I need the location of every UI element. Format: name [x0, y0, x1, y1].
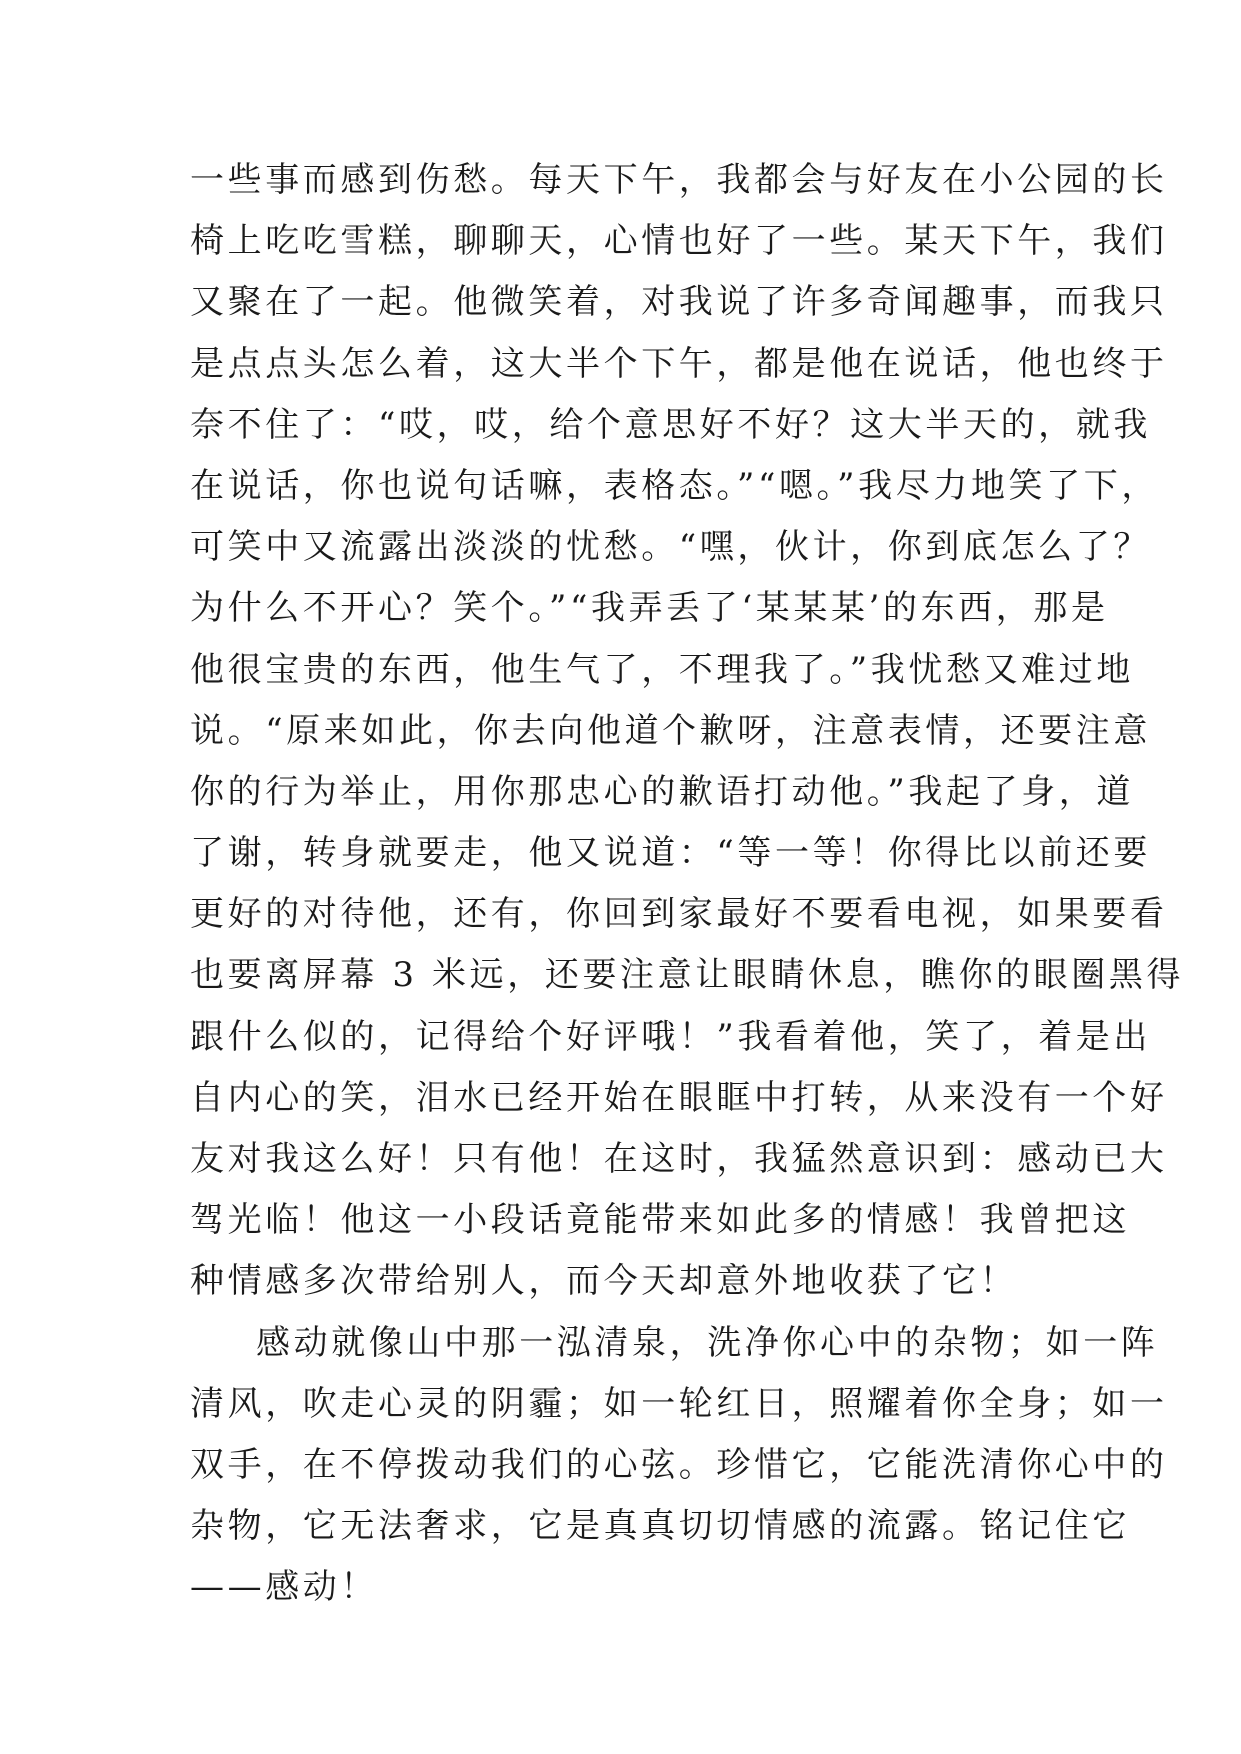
text-line: 双手，在不停拨动我们的心弦。珍惜它，它能洗清你心中的	[190, 1444, 1168, 1485]
text-line: 是点点头怎么着，这大半个下午，都是他在说话，他也终于	[190, 343, 1168, 384]
text-line: 更好的对待他，还有，你回到家最好不要看电视，如果要看	[190, 894, 1168, 935]
text-line: 说。“原来如此，你去向他道个歉呀，注意表情，还要注意	[190, 710, 1151, 751]
text-line: 可笑中又流露出淡淡的忧愁。“嘿，伙计，你到底怎么了？	[190, 527, 1151, 568]
text-line: 友对我这么好！只有他！在这时，我猛然意识到：感动已大	[190, 1139, 1168, 1179]
text-line: 了谢，转身就要走，他又说道：“等一等！你得比以前还要	[190, 833, 1151, 874]
text-line: 驾光临！他这一小段话竟能带来如此多的情感！我曾把这	[190, 1200, 1130, 1241]
paragraph-first-line: 感动就像山中那一泓清泉，洗净你心中的杂物；如一阵	[256, 1322, 1159, 1363]
text-line: ——感动！	[190, 1567, 378, 1608]
text-line: 一些事而感到伤愁。每天下午，我都会与好友在小公园的长	[190, 160, 1168, 200]
text-line: 在说话，你也说句话嘛，表格态。”“嗯。”我尽力地笑了下，	[190, 465, 1159, 506]
text-line: 椅上吃吃雪糕，聊聊天，心情也好了一些。某天下午，我们	[190, 221, 1168, 262]
body-text	[190, 150, 1185, 1619]
text-line: 跟什么似的，记得给个好评哦！”我看着他，笑了，着是出	[190, 1016, 1151, 1057]
text-line: 清风，吹走心灵的阴霾；如一轮红日，照耀着你全身；如一	[190, 1383, 1168, 1424]
text-line: 他很宝贵的东西，他生气了，不理我了。”我忧愁又难过地	[190, 649, 1134, 690]
text-line: 杂物，它无法奢求，它是真真切切情感的流露。铭记住它	[190, 1506, 1130, 1547]
text-line: 种情感多次带给别人，而今天却意外地收获了它！	[190, 1261, 1018, 1302]
text-line: 又聚在了一起。他微笑着，对我说了许多奇闻趣事，而我只	[190, 282, 1168, 323]
text-line: 你的行为举止，用你那忠心的歉语打动他。”我起了身，道	[190, 771, 1134, 812]
text-line: 也要离屏幕 3 米远，还要注意让眼睛休息，瞧你的眼圈黑得	[190, 955, 1185, 996]
text-line: 自内心的笑，泪水已经开始在眼眶中打转，从来没有一个好	[190, 1077, 1168, 1118]
text-line: 奈不住了：“哎，哎，给个意思好不好？这大半天的，就我	[190, 404, 1151, 445]
text-line: 为什么不开心？笑个。”“我弄丢了‘某某某’的东西，那是	[190, 588, 1109, 629]
